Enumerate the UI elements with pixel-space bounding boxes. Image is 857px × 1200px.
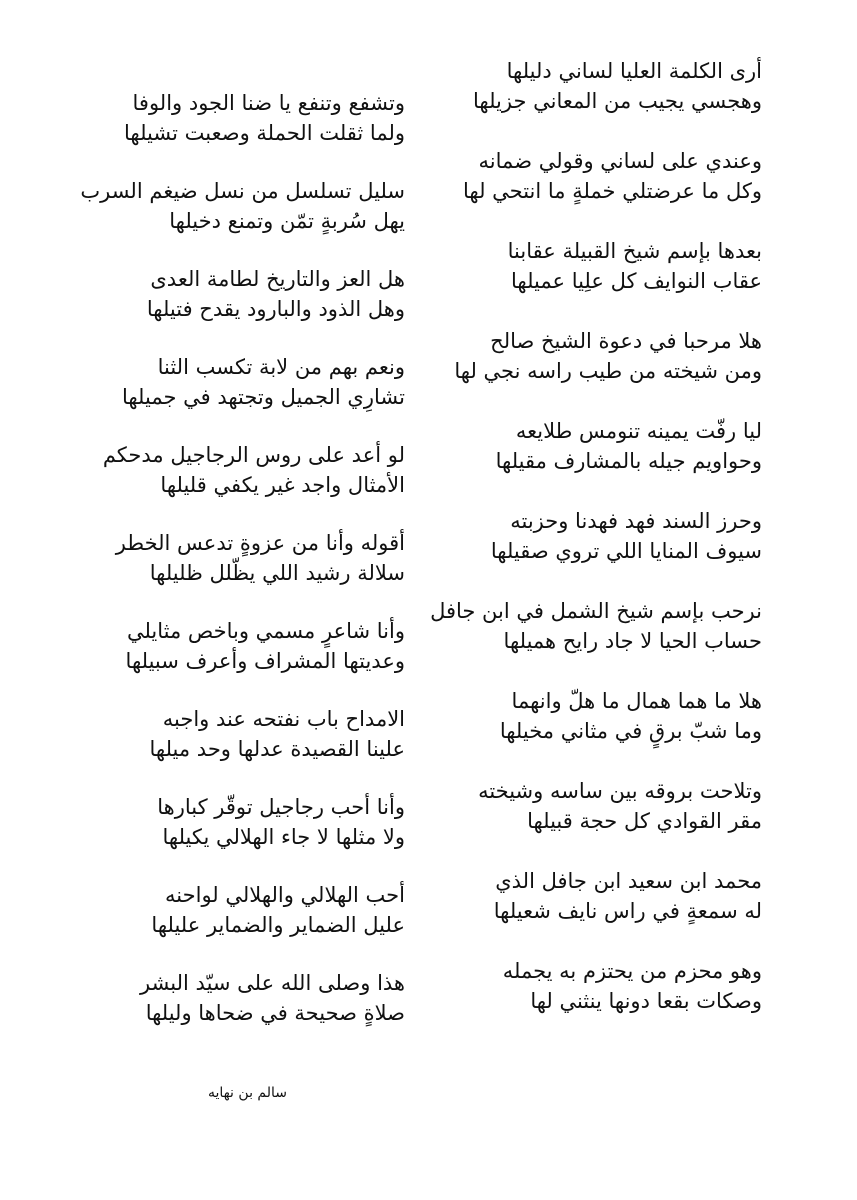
verse-line: يهل سُربةٍ تمّن وتمنع دخيلها: [169, 209, 405, 233]
right-stanza: [402, 596, 762, 656]
verse-line: الأمثال واجد غير يكفي قليلها: [160, 473, 405, 497]
verse-line: أقوله وأنا من عزوةٍ تدعس الخطر: [115, 531, 405, 555]
verse-line: نرحب بإسم شيخ الشمل في ابن جافل: [430, 599, 762, 623]
right-stanza: [402, 686, 762, 746]
left-stanza: [5, 968, 405, 1028]
right-stanza: [402, 866, 762, 926]
left-stanza: [5, 440, 405, 500]
verse-line: ولما ثقلت الحملة وصعبت تشيلها: [124, 121, 405, 145]
verse-line: تشارِي الجميل وتجتهد في جميلها: [121, 385, 405, 409]
verse-line: مقر القوادي كل حجة قبيلها: [527, 809, 762, 833]
verse-line: ليا رفّت يمينه تنومس طلايعه: [515, 419, 762, 443]
right-stanza: [402, 776, 762, 836]
verse-line: وهجسي يجيب من المعاني جزيلها: [473, 89, 762, 113]
right-stanza: [402, 956, 762, 1016]
left-stanza: [5, 616, 405, 676]
verse-line: عقاب النوايف كل علِيا عميلها: [510, 269, 762, 293]
verse-line: عليل الضماير والضماير عليلها: [151, 913, 405, 937]
verse-line: وكل ما عرضتلي خملةٍ ما انتحي لها: [462, 179, 762, 203]
verse-line: وما شبّ برقٍ في مثاني مخيلها: [499, 719, 762, 743]
left-stanza: [5, 880, 405, 940]
left-stanza: [5, 176, 405, 236]
verse-line: وتشفع وتنفع يا ضنا الجود والوفا: [132, 91, 405, 115]
verse-line: وتلاحت بروقه بين ساسه وشيخته: [478, 779, 762, 803]
verse-line: له سمعةٍ في راس نايف شعيلها: [493, 899, 762, 923]
verse-line: صلاةٍ صحيحة في ضحاها وليلها: [145, 1001, 405, 1025]
verse-line: سلالة رشيد اللي يظّلل ظليلها: [149, 561, 405, 585]
right-stanza: [402, 326, 762, 386]
verse-line: سليل تسلسل من نسل ضيغم السرب: [80, 179, 405, 203]
verse-line: بعدها بإسم شيخ القبيلة عقابنا: [507, 239, 762, 263]
verse-line: وهل الذود والبارود يقدح فتيلها: [146, 297, 405, 321]
verse-line: وأنا شاعرٍ مسمي وباخص مثايلي: [126, 619, 405, 643]
verse-line: وصكات بقعا دونها ينثني لها: [530, 989, 762, 1013]
verse-line: وهو محزم من يحتزم به يجمله: [502, 959, 762, 983]
verse-line: وعديتها المشراف وأعرف سبيلها: [125, 649, 405, 673]
verse-line: هلا ما هما همال ما هلّ وانهما: [511, 689, 762, 713]
verse-line: وعندي على لساني وقولي ضمانه: [478, 149, 762, 173]
verse-line: محمد ابن سعيد ابن جافل الذي: [495, 869, 762, 893]
verse-line: هلا مرحبا في دعوة الشيخ صالح: [490, 329, 762, 353]
verse-line: وأنا أحب رجاجيل توقّر كبارها: [157, 795, 405, 819]
verse-line: لو أعد على روس الرجاجيل مدحكم: [102, 443, 405, 467]
verse-line: ولا مثلها لا جاء الهلالي يكيلها: [162, 825, 405, 849]
right-stanza: [402, 56, 762, 116]
left-stanza: [5, 792, 405, 852]
verse-line: سيوف المنايا اللي تروي صقيلها: [490, 539, 762, 563]
poet-signature: سالم بن نهايه: [207, 1085, 287, 1101]
verse-line: وحواويم جيله بالمشارف مقيلها: [495, 449, 762, 473]
verse-line: حساب الحيا لا جاد رايح هميلها: [503, 629, 762, 653]
poem-column-right: [402, 56, 762, 1046]
verse-line: هل العز والتاريخ لطامة العدى: [150, 267, 405, 291]
verse-line: الامداح باب نفتحه عند واجبه: [162, 707, 405, 731]
left-stanza: [5, 352, 405, 412]
verse-line: علينا القصيدة عدلها وحد ميلها: [149, 737, 405, 761]
left-stanza: [5, 264, 405, 324]
verse-line: أحب الهلالي والهلالي لواحنه: [165, 883, 405, 907]
right-stanza: [402, 146, 762, 206]
right-stanza: [402, 416, 762, 476]
verse-line: هذا وصلى الله على سيّد البشر: [139, 971, 405, 995]
verse-line: أرى الكلمة العليا لساني دليلها: [506, 59, 762, 83]
verse-line: وحرز السند فهد فهدنا وحزبته: [510, 509, 762, 533]
left-stanza: [5, 704, 405, 764]
right-stanza: [402, 506, 762, 566]
left-stanza: [5, 88, 405, 148]
verse-line: ومن شيخته من طيب راسه نجي لها: [454, 359, 762, 383]
poem-column-left: [5, 88, 405, 1056]
right-stanza: [402, 236, 762, 296]
verse-line: ونعم بهم من لابة تكسب الثنا: [157, 355, 405, 379]
left-stanza: [5, 528, 405, 588]
